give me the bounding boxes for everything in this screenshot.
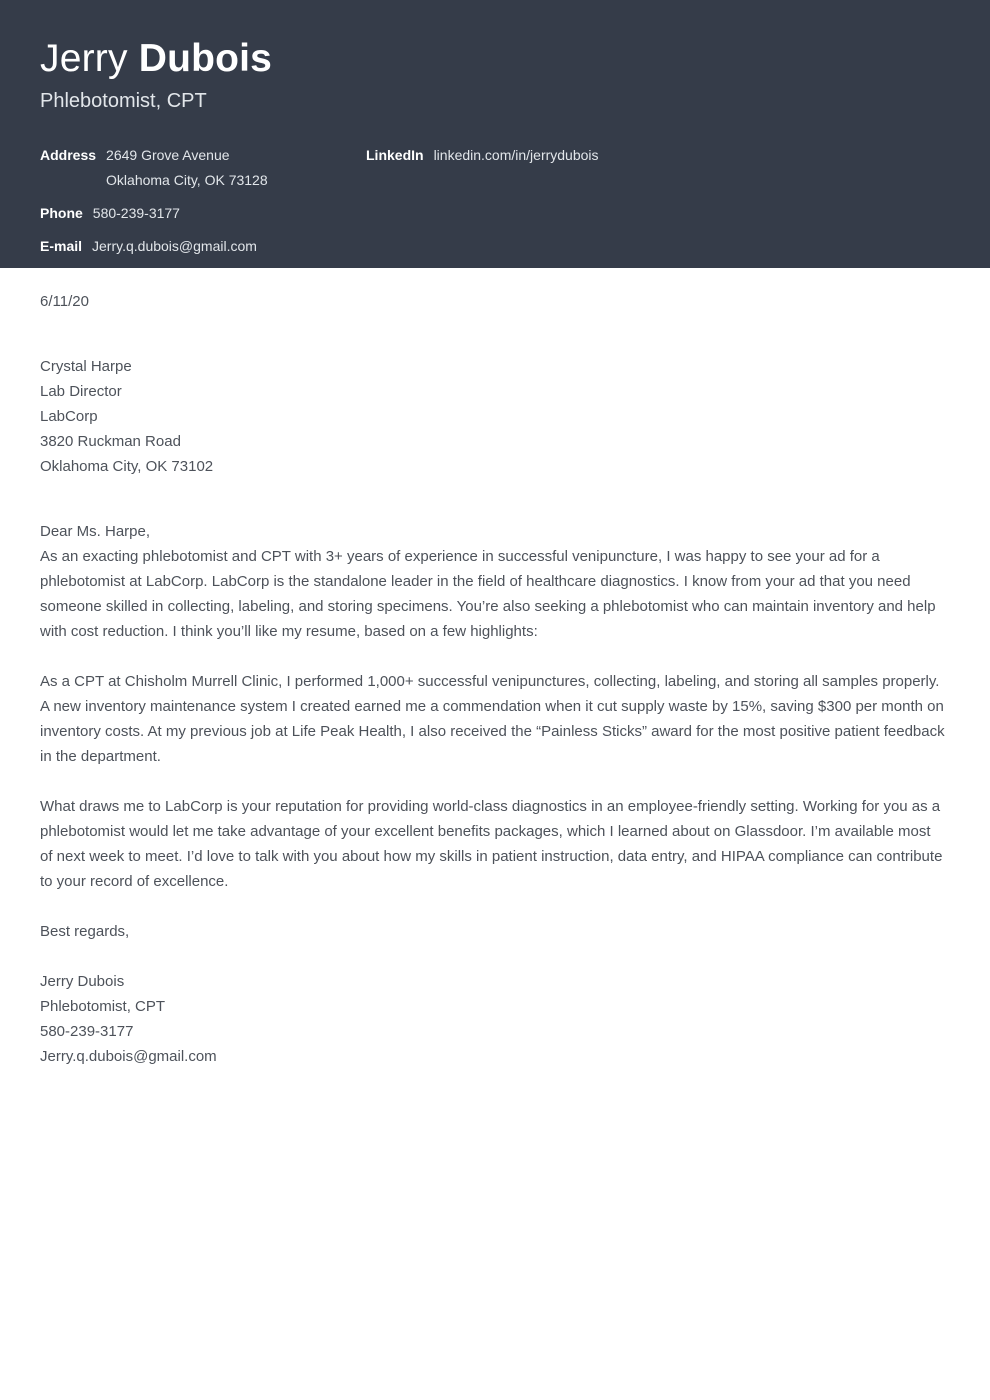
recipient-name: Crystal Harpe [40, 358, 132, 375]
address-value [106, 143, 268, 193]
paragraph-motivation: What draws me to LabCorp is your reputation for providing world-class diagnostics in an employee-friendly setting. Working for you as a phlebotomist would let me take advantage of your excellent benefits packages, which I learned about on Glassdoor. I’m available most of next week to meet. I’d love to talk with you about how my skills in patient instruction, data entry, and HIPAA compliance can contribute to your record of excellence. [40, 798, 943, 890]
header [0, 0, 990, 268]
recipient-city: Oklahoma City, OK 73102 [40, 458, 214, 475]
phone-value: 580-239-3177 [92, 205, 180, 221]
recipient-title: Lab Director [40, 383, 122, 400]
letter-date: 6/11/20 [40, 293, 89, 310]
last-name: Dubois [138, 37, 273, 80]
paragraph-intro: As an exacting phlebotomist and CPT with 3+ years of experience in successful venipuncture, I was happy to see your ad for a phlebotomist at LabCorp. LabCorp is the standalone leader in the field of healthcare diagnostics. I know from your ad that you need someone skilled in collecting, labeling, and storing specimens. You’re also seeking a phlebotomist who can maintain inventory and help with cost reduction. I think you’ll like my resume, based on a few highlights: [40, 548, 936, 640]
first-name: Jerry [40, 37, 128, 80]
contact-column-right [366, 143, 945, 267]
address-label: Address [40, 147, 97, 163]
signature-title: Phlebotomist, CPT [40, 998, 166, 1015]
signature-phone: 580-239-3177 [40, 1023, 134, 1040]
person-name [40, 37, 945, 80]
address-line2: Oklahoma City, OK 73128 [106, 172, 268, 188]
salutation: Dear Ms. Harpe, [40, 523, 151, 540]
contact-linkedin-row [366, 143, 945, 168]
email-value: Jerry.q.dubois@gmail.com [92, 238, 257, 254]
closing: Best regards, [40, 923, 130, 940]
phone-label: Phone [40, 205, 83, 221]
job-title: Phlebotomist, CPT [40, 90, 207, 112]
contact-email-row [40, 234, 366, 259]
signature-name: Jerry Dubois [40, 973, 125, 990]
contact-info [40, 143, 945, 267]
paragraph-achievements: As a CPT at Chisholm Murrell Clinic, I performed 1,000+ successful venipunctures, collecting, labeling, and storing all samples properly. A new inventory maintenance system I created earned me a commendation when it cut supply waste by 15%, saving $300 per month on inventory costs. At my previous job at Life Peak Health, I also received the “Painless Sticks” award for the most positive patient feedback in the department. [40, 673, 945, 765]
contact-address-row [40, 143, 366, 193]
linkedin-label: LinkedIn [366, 147, 424, 163]
linkedin-value: linkedin.com/in/jerrydubois [433, 147, 599, 163]
signature-block [40, 969, 945, 1069]
letter-body [0, 268, 990, 1069]
recipient-block [40, 354, 945, 479]
contact-phone-row [40, 201, 366, 226]
contact-column-left [40, 143, 366, 267]
recipient-street: 3820 Ruckman Road [40, 433, 181, 450]
email-label: E-mail [40, 238, 83, 254]
recipient-company: LabCorp [40, 408, 98, 425]
address-line1: 2649 Grove Avenue [106, 147, 230, 163]
signature-email: Jerry.q.dubois@gmail.com [40, 1048, 217, 1065]
